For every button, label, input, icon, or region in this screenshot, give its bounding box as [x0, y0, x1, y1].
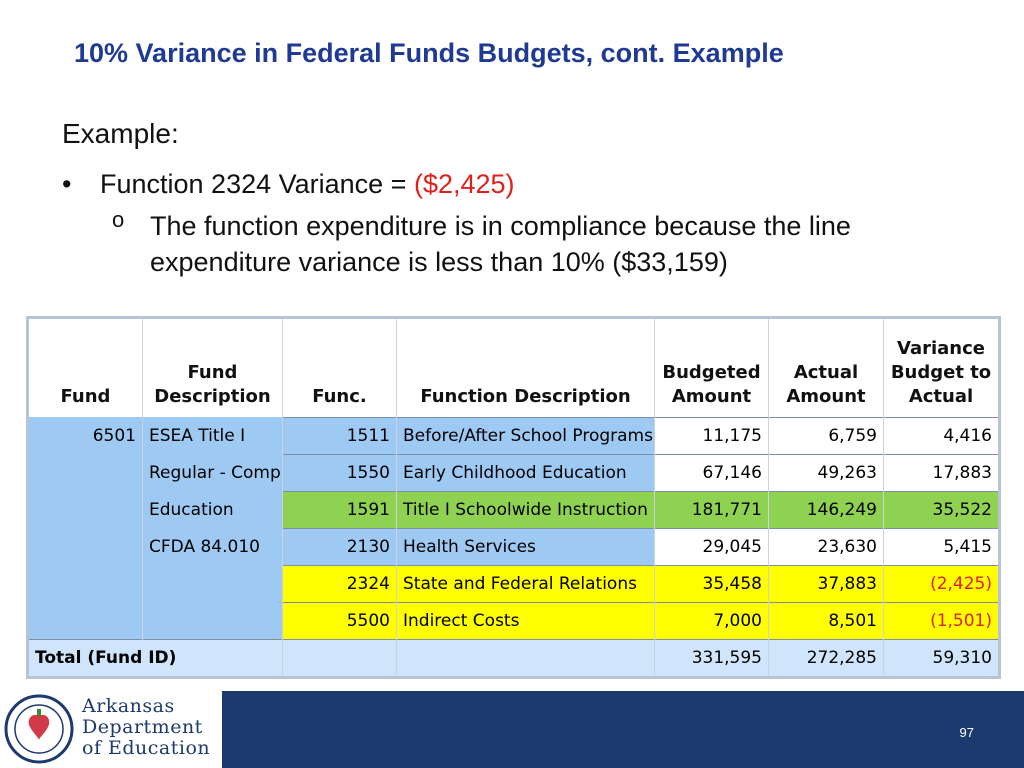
budgeted-amount: 29,045 [655, 529, 769, 566]
func-code: 2324 [283, 566, 397, 603]
actual-amount: 37,883 [769, 566, 884, 603]
total-variance: 59,310 [884, 640, 1000, 678]
header-func: Func. [283, 318, 397, 418]
actual-amount: 49,263 [769, 455, 884, 492]
header-actual-amount: Actual Amount [769, 318, 884, 418]
sub-bullet-circle-icon: o [112, 207, 125, 232]
table-row [28, 566, 1000, 603]
fund-budget-table [26, 316, 1001, 679]
header-function-description: Function Description [397, 318, 655, 418]
slide-body [62, 116, 962, 280]
table-row [28, 418, 1000, 455]
fund-description-empty [143, 566, 283, 603]
budgeted-amount: 181,771 [655, 492, 769, 529]
actual-amount: 23,630 [769, 529, 884, 566]
fund-number-empty [28, 529, 143, 566]
actual-amount: 6,759 [769, 418, 884, 455]
budgeted-amount: 7,000 [655, 603, 769, 640]
function-description: State and Federal Relations [397, 566, 655, 603]
table-header-row [28, 318, 1000, 418]
fund-description-empty [143, 603, 283, 640]
bullet-variance-value: ($2,425) [413, 169, 515, 199]
total-desc-empty [397, 640, 655, 678]
bullet-variance-text: Function 2324 Variance = [100, 169, 414, 199]
variance-amount: 4,416 [884, 418, 1000, 455]
intro-text: Example: [62, 118, 179, 149]
variance-amount-negative: (2,425) [884, 566, 1000, 603]
fund-number-empty [28, 566, 143, 603]
func-code: 1511 [283, 418, 397, 455]
header-variance: Variance Budget to Actual [884, 318, 1000, 418]
total-label: Total (Fund ID) [28, 640, 283, 678]
header-fund-description: Fund Description [143, 318, 283, 418]
func-code: 1550 [283, 455, 397, 492]
variance-amount: 35,522 [884, 492, 1000, 529]
total-actual: 272,285 [769, 640, 884, 678]
fund-description-line: Regular - Comp [143, 455, 283, 492]
function-description: Title I Schoolwide Instruction [397, 492, 655, 529]
func-code: 2130 [283, 529, 397, 566]
table-row [28, 492, 1000, 529]
fund-description-line: ESEA Title I [143, 418, 283, 455]
table-row [28, 603, 1000, 640]
table-total-row [28, 640, 1000, 678]
variance-amount: 5,415 [884, 529, 1000, 566]
fund-number: 6501 [28, 418, 143, 455]
ade-logo [4, 690, 220, 766]
bullet-variance [62, 166, 962, 202]
func-code: 5500 [283, 603, 397, 640]
variance-amount: 17,883 [884, 455, 1000, 492]
ade-seal-icon [4, 694, 74, 764]
sub-bullet-compliance [62, 208, 910, 280]
ade-wordmark: Arkansas Department of Education [82, 695, 211, 759]
bullet-dot-icon: • [62, 169, 72, 199]
total-func-empty [283, 640, 397, 678]
header-fund: Fund [28, 318, 143, 418]
page-number: 97 [959, 725, 974, 740]
budgeted-amount: 67,146 [655, 455, 769, 492]
sub-bullet-text: The function expenditure is in compliance because the line expenditure variance is less than 10% ($33,159) [150, 211, 851, 277]
table-row [28, 455, 1000, 492]
table-row [28, 529, 1000, 566]
function-description: Health Services [397, 529, 655, 566]
function-description: Before/After School Programs [397, 418, 655, 455]
fund-description-line: CFDA 84.010 [143, 529, 283, 566]
function-description: Early Childhood Education [397, 455, 655, 492]
function-description: Indirect Costs [397, 603, 655, 640]
budgeted-amount: 11,175 [655, 418, 769, 455]
header-budgeted-amount: Budgeted Amount [655, 318, 769, 418]
slide-title: 10% Variance in Federal Funds Budgets, cont. Example [74, 38, 784, 68]
fund-number-empty [28, 492, 143, 529]
fund-description-line: Education [143, 492, 283, 529]
actual-amount: 8,501 [769, 603, 884, 640]
func-code: 1591 [283, 492, 397, 529]
variance-amount-negative: (1,501) [884, 603, 1000, 640]
footer-bar [222, 691, 1024, 768]
budgeted-amount: 35,458 [655, 566, 769, 603]
fund-number-empty [28, 455, 143, 492]
actual-amount: 146,249 [769, 492, 884, 529]
total-budgeted: 331,595 [655, 640, 769, 678]
fund-number-empty [28, 603, 143, 640]
